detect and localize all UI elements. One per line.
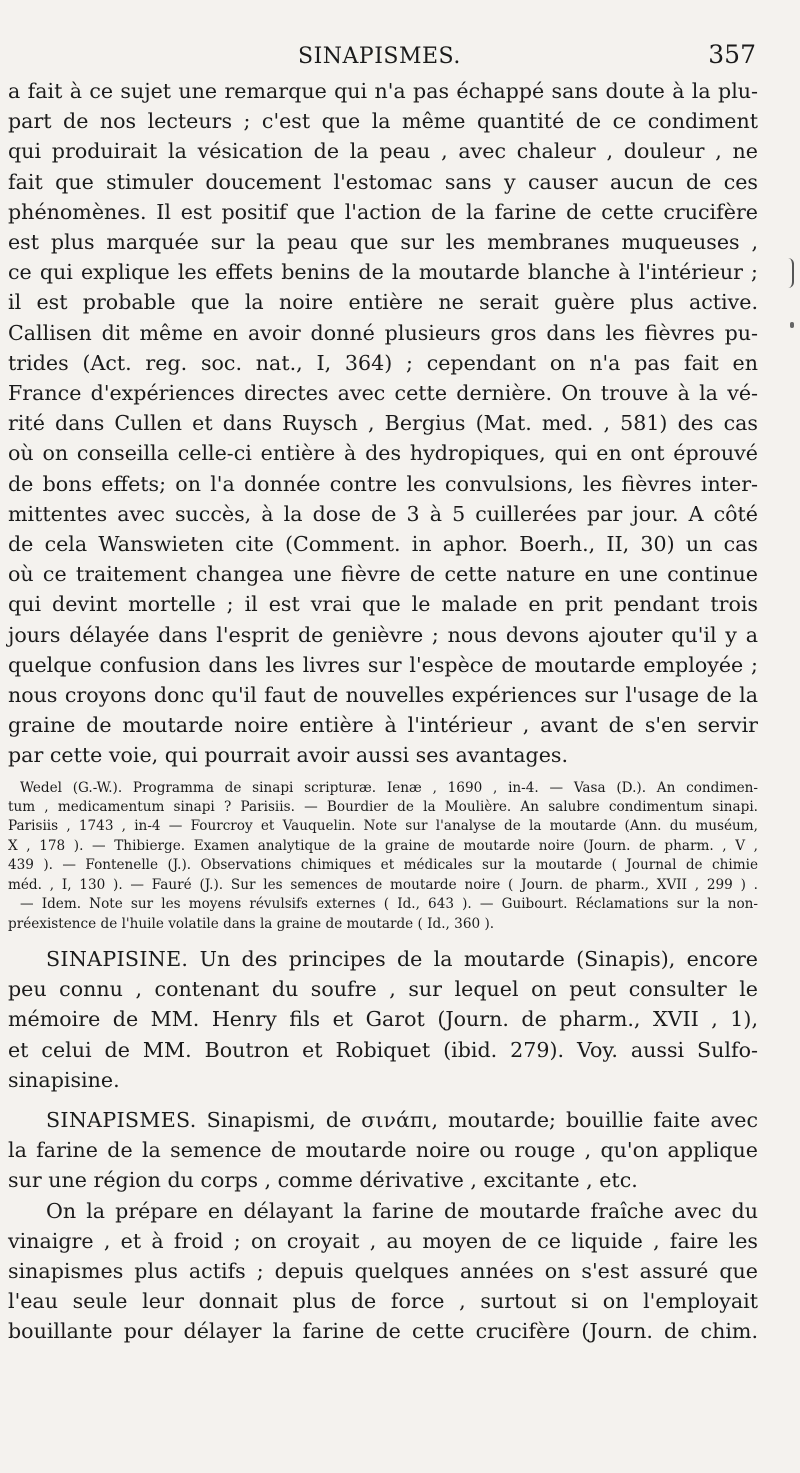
- text-line: qui produirait la vésication de la peau , avec chaleur , douleur , ne: [8, 139, 758, 164]
- margin-mark: [788, 258, 794, 288]
- text-line: sinapismes plus actifs ; depuis quelques années on s'est assuré que: [8, 1258, 758, 1283]
- page-number: 357: [708, 40, 756, 69]
- biblio-line: Wedel (G.-W.). Programma de sinapi scripturæ. Ienæ , 1690 , in-4. — Vasa (D.). An condimen-: [20, 779, 758, 796]
- text-line: Callisen dit même en avoir donné plusieurs gros dans les fièvres pu-: [8, 320, 758, 345]
- text-line: où ce traitement changea une fièvre de cette nature en une continue: [8, 562, 758, 587]
- text-line: bouillante pour délayer la farine de cette crucifère (Journ. de chim.: [8, 1319, 758, 1344]
- text-line: jours délayée dans l'esprit de genièvre ; nous devons ajouter qu'il y a: [8, 622, 758, 647]
- text-line: mittentes avec succès, à la dose de 3 à 5 cuillerées par jour. A côté: [8, 501, 758, 526]
- text-line: fait que stimuler doucement l'estomac sans y causer aucun de ces: [8, 169, 758, 194]
- margin-dot: [790, 322, 794, 328]
- text-line: il est probable que la noire entière ne serait guère plus active.: [8, 290, 758, 315]
- biblio-line: méd. , I, 130 ). — Fauré (J.). Sur les semences de moutarde noire ( Journ. de pharm., XVII , 299 ) .: [8, 876, 758, 893]
- text-line: où on conseilla celle-ci entière à des hydropiques, qui en ont éprouvé: [8, 441, 758, 466]
- text-line: l'eau seule leur donnait plus de force , surtout si on l'employait: [8, 1289, 758, 1314]
- biblio-line: — Idem. Note sur les moyens révulsifs externes ( Id., 643 ). — Guibourt. Réclamations sur la non-: [20, 896, 758, 913]
- biblio-line: Parisiis , 1743 , in-4 — Fourcroy et Vauquelin. Note sur l'analyse de la moutarde (Ann. du muséum,: [8, 818, 758, 835]
- entry-sinapisine: [8, 944, 758, 1095]
- entry-text: Sinapismi, de σινάπι, moutarde; bouillie faite avec: [206, 1107, 759, 1132]
- text-line: mémoire de MM. Henry fils et Garot (Journ. de pharm., XVII , 1),: [8, 1007, 758, 1032]
- body-paragraph-2: [8, 1196, 758, 1347]
- body-paragraph-1: [8, 76, 758, 771]
- text-line: On la prépare en délayant la farine de moutarde fraîche avec du: [46, 1198, 758, 1223]
- entry-first-line: [8, 944, 758, 974]
- entry-sinapismes: [8, 1105, 758, 1196]
- text-line: est plus marquée sur la peau que sur les membranes muqueuses ,: [8, 230, 758, 255]
- text-line: graine de moutarde noire entière à l'intérieur , avant de s'en servir: [8, 713, 758, 738]
- text-line: vinaigre , et à froid ; on croyait , au moyen de ce liquide , faire les: [8, 1228, 758, 1253]
- biblio-line: X , 178 ). — Thibierge. Examen analytique de la graine de moutarde noire (Journ. de pharm. , V ,: [8, 837, 758, 854]
- entry-first-line: [8, 1105, 758, 1135]
- text-line: ce qui explique les effets benins de la moutarde blanche à l'intérieur ;: [8, 260, 758, 285]
- text-line: peu connu , contenant du soufre , sur lequel on peut consulter le: [8, 977, 758, 1002]
- text-line: part de nos lecteurs ; c'est que la même quantité de ce condiment: [8, 109, 758, 134]
- text-line: quelque confusion dans les livres sur l'espèce de moutarde employée ;: [8, 652, 758, 677]
- biblio-line: 439 ). — Fontenelle (J.). Observations chimiques et médicales sur la moutarde ( Journal de chimie: [8, 857, 758, 874]
- text-line: de bons effets; on l'a donnée contre les convulsions, les fièvres inter-: [8, 471, 758, 496]
- text-line: a fait à ce sujet une remarque qui n'a pas échappé sans doute à la plu-: [8, 79, 758, 103]
- text-line: qui devint mortelle ; il est vrai que le malade en prit pendant trois: [8, 592, 758, 617]
- biblio-line: préexistence de l'huile volatile dans la graine de moutarde ( Id., 360 ).: [8, 915, 495, 932]
- text-line: nous croyons donc qu'il faut de nouvelles expériences sur l'usage de la: [8, 683, 758, 708]
- text-line: par cette voie, qui pourrait avoir aussi ses avantages.: [8, 743, 569, 768]
- headword-sinapismes: SINAPISMES.: [46, 1107, 197, 1132]
- text-line: trides (Act. reg. soc. nat., I, 364) ; cependant on n'a pas fait en: [8, 350, 758, 375]
- text-line: France d'expériences directes avec cette dernière. On trouve à la vé-: [8, 381, 758, 406]
- text-line: sinapisine.: [8, 1067, 120, 1092]
- page-header: [8, 40, 758, 76]
- text-line: phénomènes. Il est positif que l'action de la farine de cette crucifère: [8, 199, 758, 224]
- running-title: SINAPISMES.: [298, 44, 461, 69]
- text-line: la farine de la semence de moutarde noire ou rouge , qu'on applique: [8, 1138, 758, 1163]
- text-line: sur une région du corps , comme dérivative , excitante , etc.: [8, 1168, 638, 1193]
- biblio-line: tum , medicamentum sinapi ? Parisiis. — Bourdier de la Moulière. An salubre condimentum sinapi.: [8, 799, 758, 816]
- text-line: de cela Wanswieten cite (Comment. in aphor. Boerh., II, 30) un cas: [8, 532, 758, 557]
- bibliography-block: [8, 779, 758, 934]
- entry-text: Un des principes de la moutarde (Sinapis), encore: [199, 946, 758, 971]
- text-line: et celui de MM. Boutron et Robiquet (ibid. 279). Voy. aussi Sulfo-: [8, 1037, 758, 1062]
- headword-sinapisine: SINAPISINE.: [46, 946, 189, 971]
- text-line: rité dans Cullen et dans Ruysch , Bergius (Mat. med. , 581) des cas: [8, 411, 758, 436]
